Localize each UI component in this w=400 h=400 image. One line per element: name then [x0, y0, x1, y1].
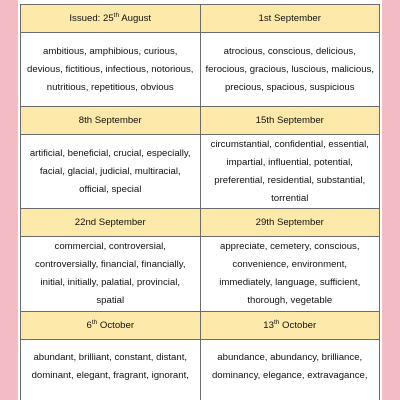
- week-date-cell: [200, 209, 380, 237]
- date-row: [21, 312, 380, 340]
- date-month: October: [279, 320, 317, 331]
- word-list-row: [21, 237, 380, 312]
- date-text: 8th September: [78, 115, 142, 126]
- week-date-cell: [21, 209, 201, 237]
- spelling-word-list: circumstantial, confidential, essential, impartial, influential, potential, preferential, residential, substantial, torrential: [200, 135, 380, 209]
- date-text: 29th September: [255, 217, 324, 228]
- date-ordinal: th: [273, 318, 280, 326]
- spelling-word-list: abundant, brilliant, constant, distant, dominant, elegant, fragrant, ignorant,: [21, 340, 201, 400]
- date-month: October: [97, 320, 135, 331]
- date-text: 1st September: [258, 13, 321, 24]
- word-list-row: [21, 340, 380, 400]
- week-date-cell: [21, 312, 201, 340]
- spelling-word-list: abundance, abundancy, brilliance, dominancy, elegance, extravagance,: [200, 340, 380, 400]
- date-text: 22nd September: [74, 217, 146, 228]
- date-row: [21, 209, 380, 237]
- spelling-schedule-page: [18, 0, 382, 400]
- date-ordinal: th: [91, 318, 98, 326]
- spelling-word-list: atrocious, conscious, delicious, ferocious, gracious, luscious, malicious, precious, spacious, suspicious: [200, 33, 380, 107]
- spelling-schedule-table: [20, 4, 380, 400]
- date-text: 13: [263, 320, 274, 331]
- word-list-row: [21, 33, 380, 107]
- spelling-word-list: ambitious, amphibious, curious, devious, fictitious, infectious, notorious, nutritious, repetitious, obvious: [21, 33, 201, 107]
- date-text: 15th September: [255, 115, 324, 126]
- week-date-cell: [21, 107, 201, 135]
- date-row: [21, 107, 380, 135]
- date-month: August: [119, 13, 152, 24]
- word-list-row: [21, 135, 380, 209]
- spelling-word-list: commercial, controversial, controversially, financial, financially, initial, initially, palatial, provincial, spatial: [21, 237, 201, 312]
- date-ordinal: th: [113, 11, 120, 19]
- week-date-cell: [200, 107, 380, 135]
- week-date-cell: [200, 5, 380, 33]
- spelling-word-list: artificial, beneficial, crucial, especially, facial, glacial, judicial, multiracial, official, special: [21, 135, 201, 209]
- date-row: [21, 5, 380, 33]
- date-text: 6: [86, 320, 92, 331]
- week-date-cell: [21, 5, 201, 33]
- week-date-cell: [200, 312, 380, 340]
- date-text: Issued: 25: [69, 13, 114, 24]
- spelling-word-list: appreciate, cemetery, conscious, convenience, environment, immediately, language, sufficient, thorough, vegetable: [200, 237, 380, 312]
